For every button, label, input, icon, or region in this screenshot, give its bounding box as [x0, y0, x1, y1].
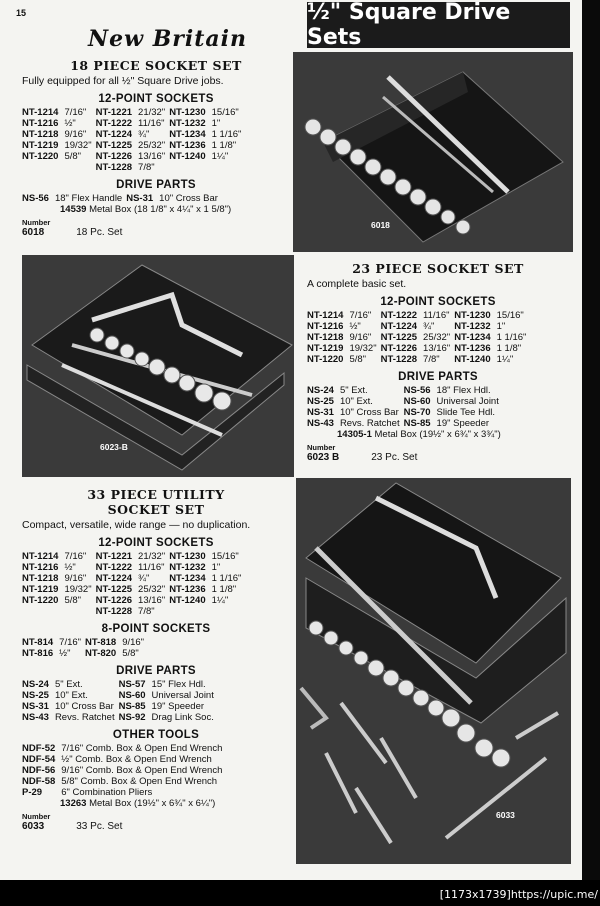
part-code: NS-31 — [126, 193, 154, 204]
box-desc: Metal Box (18 1/8" x 4¼" x 1 5/8") — [89, 204, 232, 215]
part-code: NT-1219 — [22, 140, 59, 151]
table-row — [22, 107, 245, 118]
part-desc: 9/16" Comb. Box & Open End Wrench — [61, 765, 223, 776]
part-desc: 5/8" — [349, 354, 367, 365]
table-row — [22, 648, 148, 659]
part-desc: 1 1/16" — [211, 129, 242, 140]
part-desc: Revs. Ratchet — [339, 418, 400, 429]
part-code: NT-1230 — [169, 551, 206, 562]
part-desc: 25/32" — [138, 140, 166, 151]
part-desc: 19/32" — [64, 584, 92, 595]
part-desc: 13/16" — [423, 343, 451, 354]
set-number: 6018 — [22, 227, 45, 238]
part-code: NT-1220 — [22, 151, 59, 162]
sockets-heading: 12-POINT SOCKETS — [98, 537, 214, 549]
section-subtitle: A complete basic set. — [307, 278, 407, 290]
part-code: NT-1234 — [169, 129, 206, 140]
part-code: NS-43 — [22, 712, 49, 723]
part-code: NT-1218 — [22, 573, 59, 584]
part-code: NT-1214 — [22, 107, 59, 118]
table-row — [307, 310, 530, 321]
table-row — [22, 118, 245, 129]
part-desc: ½" — [64, 118, 76, 129]
part-code: NT-1224 — [380, 321, 418, 332]
number-label: Number — [22, 812, 51, 821]
sockets-heading: 12-POINT SOCKETS — [380, 296, 496, 308]
table-row — [307, 343, 530, 354]
part-code: NS-25 — [307, 396, 334, 407]
part-code: NDF-54 — [22, 754, 56, 765]
part-desc: 1 1/16" — [496, 332, 527, 343]
part-code: NS-85 — [118, 701, 146, 712]
part-desc: 7/16" — [64, 107, 87, 118]
part-desc: 15/16" — [496, 310, 524, 321]
table-row — [22, 712, 218, 723]
part-desc: 15" Flex Hdl. — [151, 679, 206, 690]
part-desc: 9/16" — [64, 573, 87, 584]
part-desc: 6" Combination Pliers — [61, 787, 153, 798]
part-code — [22, 162, 64, 173]
table-row — [22, 162, 245, 173]
box-code: 13263 — [60, 798, 87, 809]
section-title-line2: SOCKET SET — [107, 502, 205, 517]
photo-6018 — [293, 52, 573, 252]
part-desc: 7/16" Comb. Box & Open End Wrench — [61, 743, 223, 754]
part-desc: Slide Tee Hdl. — [436, 407, 495, 418]
socket-set-image — [296, 478, 571, 864]
part-desc: 21/32" — [138, 107, 166, 118]
table-row — [22, 151, 245, 162]
page-title: ½" Square Drive Sets — [307, 2, 570, 48]
part-code: NS-92 — [118, 712, 146, 723]
number-label: Number — [22, 218, 51, 227]
part-code: NS-56 — [403, 385, 431, 396]
part-code: NS-60 — [403, 396, 431, 407]
part-desc: 13/16" — [138, 151, 166, 162]
part-desc: 11/16" — [423, 310, 450, 321]
number-label: Number — [307, 443, 336, 452]
socket-set-image — [293, 52, 573, 252]
part-code: NT-816 — [22, 648, 54, 659]
eight-point-table — [22, 637, 148, 659]
part-desc — [212, 162, 246, 173]
part-code: NT-1230 — [169, 107, 206, 118]
part-desc: 25/32" — [138, 584, 166, 595]
part-desc: Universal Joint — [151, 690, 214, 701]
part-desc: 5" Ext. — [54, 679, 83, 690]
table-row — [307, 332, 530, 343]
part-code: P-29 — [22, 787, 43, 798]
part-desc: ½" — [64, 562, 76, 573]
part-desc: 10" Cross Bar — [159, 193, 218, 204]
part-desc: 1" — [211, 118, 221, 129]
table-row — [307, 321, 530, 332]
part-code: NDF-56 — [22, 765, 56, 776]
part-desc: 10" Cross Bar — [54, 701, 114, 712]
section-subtitle: Fully equipped for all ½" Square Drive jobs. — [22, 75, 224, 87]
section-title: 33 PIECE UTILITY — [87, 487, 225, 502]
part-desc: 1¼" — [211, 151, 229, 162]
part-desc: 19" Speeder — [436, 418, 490, 429]
part-desc: 19/32" — [64, 140, 92, 151]
drive-table — [307, 385, 503, 429]
section-subtitle: Compact, versatile, wide range — no duplication. — [22, 519, 251, 531]
table-row — [22, 140, 245, 151]
box-desc: Metal Box (19½" x 6¾" x 3¾") — [374, 429, 501, 440]
part-code: NT-1225 — [95, 584, 133, 595]
part-desc: 15/16" — [211, 107, 239, 118]
part-code: NT-818 — [85, 637, 117, 648]
section-title: 23 PIECE SOCKET SET — [352, 261, 524, 276]
part-desc: 1" — [496, 321, 506, 332]
photo-label: 6018 — [371, 220, 390, 230]
table-row — [22, 679, 218, 690]
part-desc: 5/8" — [64, 151, 82, 162]
part-desc: 1" — [211, 562, 221, 573]
source-reference: [1173x1739]https://upic.me/ — [439, 888, 598, 901]
part-desc: 1 1/8" — [211, 584, 237, 595]
part-code: NT-1236 — [169, 140, 206, 151]
part-desc: 5/8" — [64, 595, 82, 606]
section-title: 18 PIECE SOCKET SET — [70, 58, 242, 73]
part-code: NT-1236 — [169, 584, 206, 595]
set-number: 6033 — [22, 821, 45, 832]
table-row — [307, 396, 503, 407]
part-desc: 21/32" — [138, 551, 166, 562]
part-desc: 1 1/8" — [211, 140, 237, 151]
part-desc: 7/8" — [138, 606, 155, 617]
brand-logo: New Britain — [88, 26, 248, 52]
part-code: NS-56 — [22, 193, 49, 204]
table-row — [22, 573, 245, 584]
eight-point-heading: 8-POINT SOCKETS — [101, 623, 211, 635]
socket-set-image — [22, 255, 294, 477]
part-desc: ½" Comb. Box & Open End Wrench — [61, 754, 212, 765]
part-code: NT-1232 — [169, 118, 206, 129]
table-row — [22, 787, 226, 798]
set-18-section — [22, 58, 290, 238]
part-code: NS-60 — [118, 690, 146, 701]
part-desc — [64, 606, 95, 617]
bottom-bar — [0, 880, 600, 906]
photo-6033 — [296, 478, 571, 864]
table-row — [22, 606, 245, 617]
part-desc: 13/16" — [138, 595, 166, 606]
part-code: NT-1221 — [95, 551, 133, 562]
part-code: NT-1240 — [169, 595, 206, 606]
part-desc: 19/32" — [349, 343, 377, 354]
drive-table — [22, 193, 222, 204]
part-code: NT-1225 — [95, 140, 133, 151]
table-row — [307, 418, 503, 429]
set-number: 6023 B — [307, 452, 340, 463]
part-desc — [212, 606, 246, 617]
part-code: NT-1232 — [169, 562, 206, 573]
part-code: NT-1216 — [307, 321, 344, 332]
part-code: NT-1232 — [454, 321, 491, 332]
part-code: NT-1216 — [22, 562, 59, 573]
part-desc: 7/8" — [138, 162, 155, 173]
part-desc: 11/16" — [138, 562, 165, 573]
part-code: NT-1234 — [454, 332, 491, 343]
table-row — [22, 765, 226, 776]
part-desc: 5/8" Comb. Box & Open End Wrench — [61, 776, 218, 787]
part-code: NS-24 — [307, 385, 334, 396]
part-code: NT-1219 — [307, 343, 344, 354]
part-code: NT-1220 — [22, 595, 59, 606]
part-code: NT-1226 — [95, 595, 133, 606]
part-desc: 5" Ext. — [339, 385, 368, 396]
part-desc: 9/16" — [349, 332, 372, 343]
part-code: NS-57 — [118, 679, 146, 690]
part-desc: 18" Flex Hdl. — [436, 385, 491, 396]
part-code: NT-1214 — [307, 310, 344, 321]
part-code: NT-1222 — [380, 310, 418, 321]
part-desc: 19" Speeder — [151, 701, 205, 712]
table-row — [22, 129, 245, 140]
table-row — [22, 754, 226, 765]
part-desc: Drag Link Soc. — [151, 712, 214, 723]
part-code: NS-70 — [403, 407, 431, 418]
part-code: NT-1216 — [22, 118, 59, 129]
part-code: NT-814 — [22, 637, 54, 648]
set-desc: 18 Pc. Set — [76, 227, 123, 238]
part-code — [22, 606, 64, 617]
table-row — [22, 776, 226, 787]
box-code: 14305-1 — [337, 429, 372, 440]
part-code: NS-25 — [22, 690, 49, 701]
part-desc: 7/8" — [423, 354, 440, 365]
table-row — [307, 354, 530, 365]
part-code: NT-1218 — [22, 129, 59, 140]
part-desc: 7/16" — [64, 551, 87, 562]
part-desc: 5/8" — [122, 648, 139, 659]
part-code — [169, 606, 211, 617]
table-row — [22, 551, 245, 562]
other-tools-table — [22, 743, 226, 798]
part-code: NT-1228 — [95, 162, 133, 173]
drive-heading: DRIVE PARTS — [398, 371, 478, 383]
drive-table — [22, 679, 218, 723]
part-desc: 9/16" — [122, 637, 145, 648]
part-desc: 10" Cross Bar — [339, 407, 399, 418]
part-desc: ½" — [59, 648, 71, 659]
part-code: NS-43 — [307, 418, 334, 429]
sockets-table — [22, 107, 245, 173]
part-desc: 1 1/8" — [496, 343, 522, 354]
part-code: NT-1222 — [95, 118, 133, 129]
table-row — [22, 690, 218, 701]
sockets-table — [22, 551, 245, 617]
part-code: NT-1220 — [307, 354, 344, 365]
part-desc: 1¼" — [496, 354, 514, 365]
part-desc: 10" Ext. — [339, 396, 373, 407]
photo-label: 6023-B — [100, 442, 128, 452]
box-desc: Metal Box (19½" x 6¾" x 6¼") — [89, 798, 216, 809]
set-desc: 23 Pc. Set — [371, 452, 418, 463]
table-row — [22, 562, 245, 573]
part-desc: 7/16" — [59, 637, 82, 648]
set-33-section — [22, 487, 290, 832]
part-desc: 7/16" — [349, 310, 372, 321]
part-code: NT-1222 — [95, 562, 133, 573]
part-code: NT-1224 — [95, 573, 133, 584]
part-desc: ¾" — [138, 129, 150, 140]
part-desc: 9/16" — [64, 129, 87, 140]
part-desc: 25/32" — [423, 332, 451, 343]
part-code: NT-1225 — [380, 332, 418, 343]
part-code: NT-1214 — [22, 551, 59, 562]
table-row — [307, 385, 503, 396]
table-row — [22, 595, 245, 606]
part-desc: ¾" — [138, 573, 150, 584]
part-code: NT-1224 — [95, 129, 133, 140]
part-code: NT-1230 — [454, 310, 491, 321]
part-desc — [64, 162, 95, 173]
box-code: 14539 — [60, 204, 87, 215]
part-desc: Revs. Ratchet — [54, 712, 115, 723]
part-code: NDF-58 — [22, 776, 56, 787]
part-code: NT-1228 — [380, 354, 418, 365]
photo-6023b — [22, 255, 294, 477]
drive-heading: DRIVE PARTS — [116, 665, 196, 677]
part-desc: ½" — [349, 321, 361, 332]
page-number: 15 — [16, 8, 27, 18]
part-code: NT-1240 — [454, 354, 491, 365]
sockets-table — [307, 310, 530, 365]
part-code: NT-1219 — [22, 584, 59, 595]
part-desc: Universal Joint — [436, 396, 499, 407]
part-code: NDF-52 — [22, 743, 56, 754]
part-code: NT-1236 — [454, 343, 491, 354]
part-desc: 10" Ext. — [54, 690, 88, 701]
part-desc: 1¼" — [211, 595, 229, 606]
part-desc: ¾" — [423, 321, 435, 332]
part-code: NS-31 — [22, 701, 49, 712]
part-code: NT-1240 — [169, 151, 206, 162]
part-desc: 18" Flex Handle — [54, 193, 123, 204]
part-code: NT-1228 — [95, 606, 133, 617]
part-desc: 1 1/16" — [211, 573, 242, 584]
part-code: NT-820 — [85, 648, 117, 659]
sockets-heading: 12-POINT SOCKETS — [98, 93, 214, 105]
table-row — [22, 637, 148, 648]
table-row — [22, 701, 218, 712]
set-desc: 33 Pc. Set — [76, 821, 123, 832]
part-code: NS-85 — [403, 418, 431, 429]
part-code: NT-1234 — [169, 573, 206, 584]
part-desc: 15/16" — [211, 551, 239, 562]
part-code: NT-1226 — [380, 343, 418, 354]
table-row — [307, 407, 503, 418]
part-desc: 11/16" — [138, 118, 165, 129]
drive-heading: DRIVE PARTS — [116, 179, 196, 191]
photo-label: 6033 — [496, 810, 515, 820]
set-23-section — [307, 261, 569, 463]
part-code: NT-1226 — [95, 151, 133, 162]
part-code — [169, 162, 211, 173]
part-code: NS-31 — [307, 407, 334, 418]
part-code: NS-24 — [22, 679, 49, 690]
table-row — [22, 584, 245, 595]
part-code: NT-1218 — [307, 332, 344, 343]
part-code: NT-1221 — [95, 107, 133, 118]
other-tools-heading: OTHER TOOLS — [112, 729, 200, 741]
table-row — [22, 743, 226, 754]
right-edge-strip — [582, 0, 600, 906]
